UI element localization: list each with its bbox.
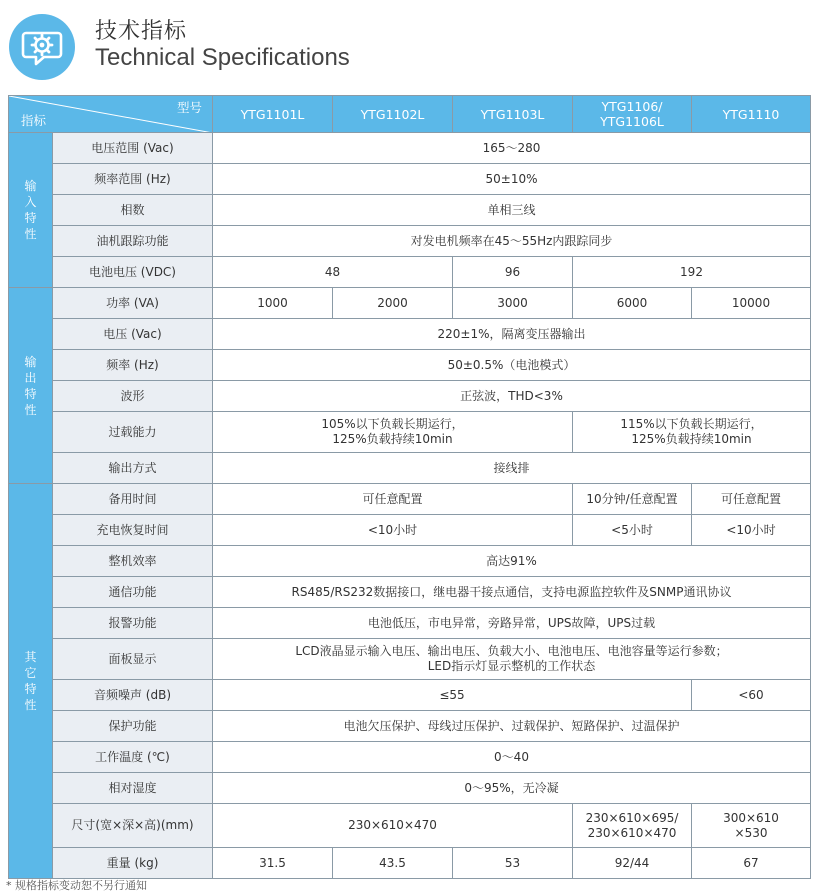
row-value: 可任意配置: [213, 484, 573, 515]
corner-model-label: 型号: [176, 100, 202, 115]
table-row: [9, 577, 811, 608]
row-value: 67: [692, 848, 811, 879]
row-value: 6000: [573, 288, 692, 319]
table-row: [9, 350, 811, 381]
row-label: 报警功能: [53, 608, 213, 639]
row-value: 230×610×695/ 230×610×470: [573, 804, 692, 848]
category-other: 其 它 特 性: [9, 484, 53, 879]
row-value: 43.5: [333, 848, 453, 879]
row-value: <10小时: [213, 515, 573, 546]
row-value: 48: [213, 257, 453, 288]
row-label: 备用时间: [53, 484, 213, 515]
page-subtitle: Technical Specifications: [95, 44, 350, 71]
header-corner-cell: [9, 96, 213, 133]
row-value: 105%以下负载长期运行， 125%负载持续10min: [213, 412, 573, 453]
row-value: <10小时: [692, 515, 811, 546]
row-value: 96: [453, 257, 573, 288]
table-row: [9, 288, 811, 319]
model-header: YTG1110: [692, 96, 811, 133]
row-value: 50±0.5%（电池模式）: [213, 350, 811, 381]
row-value: 高达91%: [213, 546, 811, 577]
row-value: RS485/RS232数据接口，继电器干接点通信，支持电源监控软件及SNMP通讯协议: [213, 577, 811, 608]
row-value: 10分钟/任意配置: [573, 484, 692, 515]
table-row: [9, 848, 811, 879]
row-value: 165～280: [213, 133, 811, 164]
row-label: 过载能力: [53, 412, 213, 453]
table-row: [9, 546, 811, 577]
row-value: 220±1%，隔离变压器输出: [213, 319, 811, 350]
table-row: [9, 804, 811, 848]
table-row: [9, 453, 811, 484]
row-value: 115%以下负载长期运行， 125%负载持续10min: [573, 412, 811, 453]
row-value: 10000: [692, 288, 811, 319]
row-value: 单相三线: [213, 195, 811, 226]
row-value: 53: [453, 848, 573, 879]
table-row: [9, 195, 811, 226]
row-value: 对发电机频率在45～55Hz内跟踪同步: [213, 226, 811, 257]
row-value: 电池低压，市电异常，旁路异常，UPS故障，UPS过载: [213, 608, 811, 639]
spec-table: [8, 95, 811, 879]
row-value: 92/44: [573, 848, 692, 879]
row-value: 0～40: [213, 742, 811, 773]
model-header: YTG1102L: [333, 96, 453, 133]
category-input: 输 入 特 性: [9, 133, 53, 288]
table-row: [9, 412, 811, 453]
table-row: [9, 608, 811, 639]
table-row: [9, 742, 811, 773]
row-label: 整机效率: [53, 546, 213, 577]
row-value: ≤55: [213, 680, 692, 711]
table-row: [9, 711, 811, 742]
table-row: [9, 164, 811, 195]
row-label: 相数: [53, 195, 213, 226]
row-value: LCD液晶显示输入电压、输出电压、负载大小、电池电压、电池容量等运行参数； LED指示灯显示整机的工作状态: [213, 639, 811, 680]
page-header: [0, 0, 820, 92]
gear-chat-icon: [9, 14, 75, 80]
row-label: 充电恢复时间: [53, 515, 213, 546]
row-value: 可任意配置: [692, 484, 811, 515]
row-value: 接线排: [213, 453, 811, 484]
row-label: 频率范围 (Hz): [53, 164, 213, 195]
category-output: 输 出 特 性: [9, 288, 53, 484]
row-value: 1000: [213, 288, 333, 319]
row-label: 尺寸(宽×深×高)(mm): [53, 804, 213, 848]
row-value: 2000: [333, 288, 453, 319]
row-value: 230×610×470: [213, 804, 573, 848]
table-row: [9, 319, 811, 350]
table-row: [9, 133, 811, 164]
row-value: 31.5: [213, 848, 333, 879]
row-label: 功率 (VA): [53, 288, 213, 319]
row-label: 电压 (Vac): [53, 319, 213, 350]
row-label: 波形: [53, 381, 213, 412]
model-header: YTG1101L: [213, 96, 333, 133]
row-label: 面板显示: [53, 639, 213, 680]
row-label: 电池电压 (VDC): [53, 257, 213, 288]
table-row: [9, 773, 811, 804]
row-value: 3000: [453, 288, 573, 319]
row-value: 0～95%，无冷凝: [213, 773, 811, 804]
row-label: 保护功能: [53, 711, 213, 742]
table-row: [9, 484, 811, 515]
row-label: 重量 (kg): [53, 848, 213, 879]
row-value: 正弦波，THD<3%: [213, 381, 811, 412]
row-label: 输出方式: [53, 453, 213, 484]
footnote: * 规格指标变动恕不另行通知: [6, 879, 147, 892]
corner-index-label: 指标: [21, 113, 47, 128]
table-row: [9, 381, 811, 412]
row-label: 音频噪声 (dB): [53, 680, 213, 711]
model-header: YTG1106/ YTG1106L: [573, 96, 692, 133]
row-value: <60: [692, 680, 811, 711]
table-row: [9, 515, 811, 546]
row-value: 192: [573, 257, 811, 288]
page-title: 技术指标: [95, 19, 188, 44]
row-label: 电压范围 (Vac): [53, 133, 213, 164]
row-label: 相对湿度: [53, 773, 213, 804]
row-label: 通信功能: [53, 577, 213, 608]
row-label: 工作温度 (℃): [53, 742, 213, 773]
table-row: [9, 680, 811, 711]
table-row: [9, 226, 811, 257]
model-header: YTG1103L: [453, 96, 573, 133]
table-row: [9, 639, 811, 680]
row-value: 50±10%: [213, 164, 811, 195]
row-value: 电池欠压保护、母线过压保护、过载保护、短路保护、过温保护: [213, 711, 811, 742]
row-label: 频率 (Hz): [53, 350, 213, 381]
row-value: 300×610 ×530: [692, 804, 811, 848]
table-row: [9, 257, 811, 288]
row-label: 油机跟踪功能: [53, 226, 213, 257]
row-value: <5小时: [573, 515, 692, 546]
